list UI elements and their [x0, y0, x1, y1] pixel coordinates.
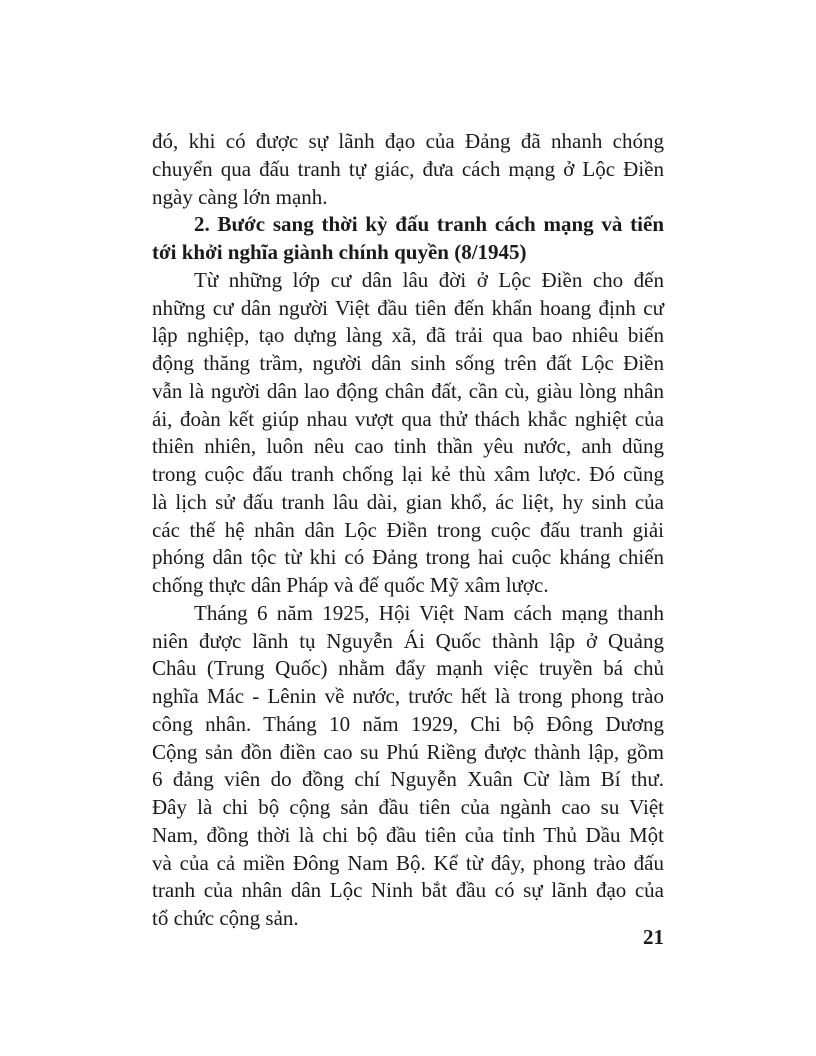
text-line: Tháng 6 năm 1925, Hội Việt Nam cách mạng thanh [194, 600, 664, 625]
text-line: tranh của nhân dân Lộc Ninh bắt đầu có sự lãnh đạo của [152, 878, 664, 903]
text-line: chuyển qua đấu tranh tự giác, đưa cách mạng ở Lộc Điền [152, 156, 664, 181]
text-line: phóng dân tộc từ khi có Đảng trong hai cuộc kháng chiến [152, 545, 664, 570]
text-line: Từ những lớp cư dân lâu đời ở Lộc Điền cho đến [194, 267, 664, 292]
text-line: tới khởi nghĩa giành chính quyền (8/1945) [152, 240, 527, 264]
text-line: 2. Bước sang thời kỳ đấu tranh cách mạng và tiến [194, 212, 664, 237]
text-line: những cư dân người Việt đầu tiên đến khẩn hoang định cư [152, 295, 664, 320]
text-line: 6 đảng viên do đồng chí Nguyễn Xuân Cừ làm Bí thư. [152, 767, 664, 792]
text-line: Nam, đồng thời là chi bộ đầu tiên của tỉnh Thủ Dầu Một [152, 822, 664, 847]
text-line: trong cuộc đấu tranh chống lại kẻ thù xâm lược. Đó cũng [152, 462, 664, 486]
paragraph [152, 267, 664, 600]
text-line: vẫn là người dân lao động chân đất, cần cù, giàu lòng nhân [152, 378, 664, 403]
text-line: đó, khi có được sự lãnh đạo của Đảng đã nhanh chóng [152, 129, 664, 153]
text-line: công nhân. Tháng 10 năm 1929, Chi bộ Đông Dương [152, 711, 664, 736]
text-line: Đây là chi bộ cộng sản đầu tiên của ngành cao su Việt [152, 795, 664, 819]
text-line: các thế hệ nhân dân Lộc Điền trong cuộc đấu tranh giải [152, 517, 664, 542]
section-heading [152, 211, 664, 267]
text-line: ngày càng lớn mạnh. [152, 184, 328, 209]
text-line: tổ chức cộng sản. [152, 906, 299, 930]
text-line: là lịch sử đấu tranh lâu dài, gian khổ, ác liệt, hy sinh của [152, 489, 664, 514]
page-number: 21 [643, 925, 664, 949]
text-line: nghĩa Mác - Lênin về nước, trước hết là trong phong trào [152, 684, 664, 708]
text-line: động thăng trầm, người dân sinh sống trên đất Lộc Điền [152, 351, 664, 375]
text-line: ái, đoàn kết giúp nhau vượt qua thử thách khắc nghiệt của [152, 406, 664, 431]
text-line: chống thực dân Pháp và đế quốc Mỹ xâm lược. [152, 573, 549, 597]
text-line: lập nghiệp, tạo dựng làng xã, đã trải qua bao nhiêu biến [152, 323, 664, 348]
text-line: niên được lãnh tụ Nguyễn Ái Quốc thành lập ở Quảng [152, 628, 664, 653]
text-line: Cộng sản đồn điền cao su Phú Riềng được thành lập, gồm [152, 739, 664, 764]
text-line: và của cả miền Đông Nam Bộ. Kể từ đây, phong trào đấu [152, 850, 664, 875]
paragraph [152, 128, 664, 211]
paragraph [152, 600, 664, 933]
page-body [152, 128, 664, 933]
text-line: thiên nhiên, luôn nêu cao tinh thần yêu nước, anh dũng [152, 434, 664, 459]
text-line: Châu (Trung Quốc) nhằm đẩy mạnh việc truyền bá chủ [152, 656, 664, 681]
